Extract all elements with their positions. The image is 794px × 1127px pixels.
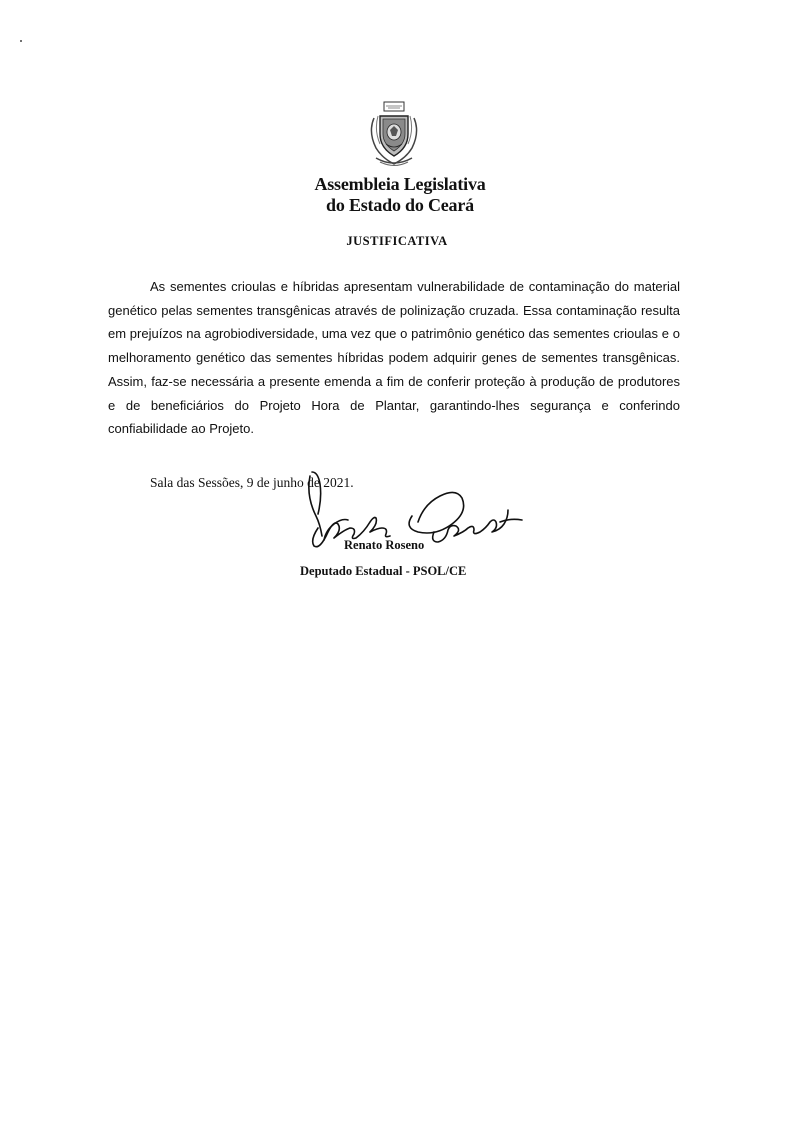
scan-speck xyxy=(20,40,22,42)
signer-name: Renato Roseno xyxy=(344,538,425,552)
institution-name xyxy=(0,174,794,216)
institution-name-line1: Assembleia Legislativa xyxy=(314,174,486,194)
document-heading: JUSTIFICATIVA xyxy=(346,234,448,248)
institution-name-line2: do Estado do Ceará xyxy=(326,195,474,215)
coat-of-arms-icon xyxy=(366,100,422,170)
justification-paragraph: As sementes crioulas e híbridas apresentam vulnerabilidade de contaminação do material genético pelas sementes transgênicas através de polinização cruzada. Essa contaminação resulta em prejuízos na agrobiodiversidade, uma vez que o patrimônio genético das sementes crioulas e o melhoramento genético das sementes híbridas podem adquirir genes de sementes transgênicas. Assim, faz-se necessária a presente emenda a fim de conferir proteção à produção de produtores e de beneficiários do Projeto Hora de Plantar, garantindo-lhes segurança e conferindo confiabilidade ao Projeto. xyxy=(108,279,680,437)
place-and-date: Sala das Sessões, 9 de junho de 2021. xyxy=(150,475,354,490)
signer-role: Deputado Estadual - PSOL/CE xyxy=(300,564,467,578)
